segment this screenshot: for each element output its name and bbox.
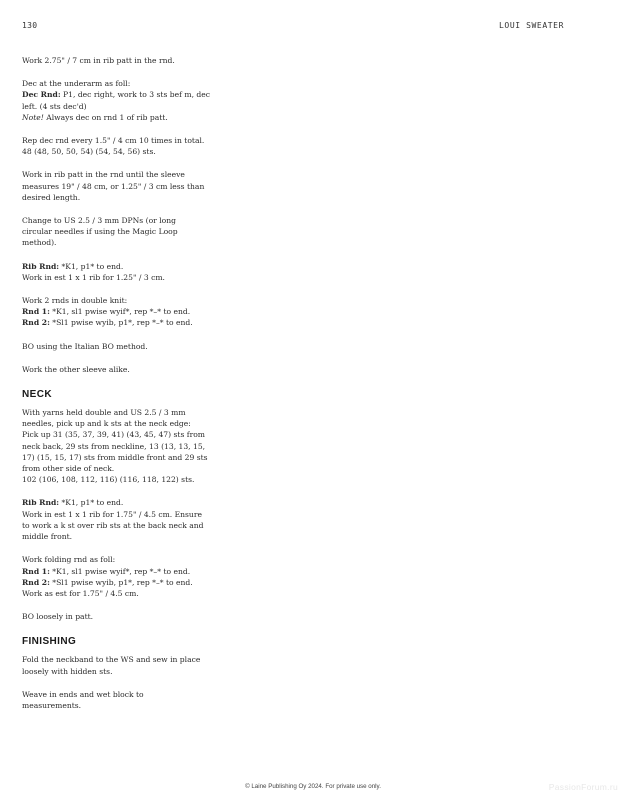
instruction-text: *K1, p1* to end. — [59, 498, 124, 508]
text-line: Weave in ends and wet block to — [22, 689, 144, 699]
paragraph — [22, 55, 222, 66]
text-line: Work in rib patt in the rnd until the sleeve — [22, 170, 185, 180]
paragraph — [22, 295, 222, 329]
text-line — [22, 112, 222, 123]
text-line: loosely with hidden sts. — [22, 666, 113, 676]
text-line: 102 (106, 108, 112, 116) (116, 118, 122) sts. — [22, 475, 195, 485]
text-line: Work 2 rnds in double knit: — [22, 296, 128, 306]
text-line: measures 19" / 48 cm, or 1.25" / 3 cm less than — [22, 181, 205, 191]
text-line: Work the other sleeve alike. — [22, 364, 130, 374]
text-line: Work in est 1 x 1 rib for 1.75" / 4.5 cm. Ensure — [22, 509, 202, 519]
paragraph — [22, 215, 222, 249]
section-heading-neck: NECK — [22, 389, 52, 401]
text-line: desired length. — [22, 192, 81, 202]
text-line: 17) (15, 15, 17) sts from middle front and 29 sts — [22, 452, 208, 462]
paragraph — [22, 364, 222, 375]
paragraph — [22, 611, 222, 622]
instruction-label: Rnd 2: — [22, 577, 50, 587]
watermark: PassionForum.ru — [548, 782, 618, 792]
paragraph — [22, 341, 222, 352]
text-line: Dec at the underarm as foll: — [22, 79, 131, 89]
instruction-text: *K1, p1* to end. — [59, 261, 124, 271]
instruction-label: Rnd 1: — [22, 307, 50, 317]
text-line: circular needles if using the Magic Loop — [22, 227, 178, 237]
instruction-label: Dec Rnd: — [22, 90, 61, 100]
text-line: Work 2.75" / 7 cm in rib patt in the rnd. — [22, 56, 175, 65]
page-number: 130 — [22, 21, 38, 30]
note-label: Note! — [22, 112, 44, 122]
text-line: needles, pick up and k sts at the neck edge: — [22, 419, 191, 429]
text-line — [22, 566, 222, 577]
text-line: With yarns held double and US 2.5 / 3 mm — [22, 408, 186, 418]
text-line — [22, 306, 222, 317]
text-line: BO using the Italian BO method. — [22, 341, 148, 351]
text-line: Work folding rnd as foll: — [22, 555, 116, 565]
paragraph — [22, 689, 222, 711]
instruction-label: Rnd 2: — [22, 318, 50, 328]
instruction-text: *K1, sl1 pwise wyif*, rep *–* to end. — [49, 307, 191, 317]
paragraph — [22, 169, 222, 203]
text-line: BO loosely in patt. — [22, 612, 94, 622]
text-line — [22, 497, 222, 508]
text-line: Change to US 2.5 / 3 mm DPNs (or long — [22, 216, 176, 226]
paragraph — [22, 261, 222, 283]
text-line: Rep dec rnd every 1.5" / 4 cm 10 times in total. — [22, 136, 205, 146]
text-line: to work a k st over rib sts at the back neck and — [22, 520, 204, 530]
copyright-footer: © Laine Publishing Oy 2024. For private use only. — [245, 783, 381, 790]
text-line: 48 (48, 50, 50, 54) (54, 54, 56) sts. — [22, 147, 156, 157]
text-line — [22, 261, 222, 272]
text-line: neck back, 29 sts from neckline, 13 (13, 13, 15, — [22, 441, 206, 451]
text-line: Work in est 1 x 1 rib for 1.25" / 3 cm. — [22, 272, 165, 282]
pattern-text — [22, 55, 222, 723]
paragraph — [22, 654, 222, 676]
text-line: method). — [22, 238, 57, 248]
section-heading-finishing: FINISHING — [22, 636, 77, 648]
instruction-label: Rib Rnd: — [22, 261, 60, 271]
text-line: middle front. — [22, 532, 73, 542]
paragraph — [22, 554, 222, 599]
text-line: left. (4 sts dec'd) — [22, 101, 87, 111]
instruction-text: *Sl1 pwise wyib, p1*, rep *–* to end. — [49, 318, 193, 328]
running-title: LOUI SWEATER — [499, 21, 564, 30]
text-line — [22, 577, 222, 588]
paragraph — [22, 78, 222, 123]
text-line: Fold the neckband to the WS and sew in place — [22, 655, 201, 665]
text-line — [22, 317, 222, 328]
instruction-text: P1, dec right, work to 3 sts bef m, dec — [60, 90, 211, 100]
instruction-text: *K1, sl1 pwise wyif*, rep *–* to end. — [49, 566, 191, 576]
paragraph — [22, 407, 222, 485]
paragraph — [22, 135, 222, 157]
text-line: Pick up 31 (35, 37, 39, 41) (43, 45, 47) sts from — [22, 430, 205, 440]
text-line: from other side of neck. — [22, 464, 115, 474]
instruction-label: Rib Rnd: — [22, 498, 60, 508]
instruction-label: Rnd 1: — [22, 566, 50, 576]
paragraph — [22, 497, 222, 542]
text-line — [22, 89, 222, 100]
text-line: measurements. — [22, 700, 82, 710]
note-text: Always dec on rnd 1 of rib patt. — [43, 112, 168, 122]
instruction-text: *Sl1 pwise wyib, p1*, rep *–* to end. — [49, 577, 193, 587]
text-line: Work as est for 1.75" / 4.5 cm. — [22, 588, 139, 598]
